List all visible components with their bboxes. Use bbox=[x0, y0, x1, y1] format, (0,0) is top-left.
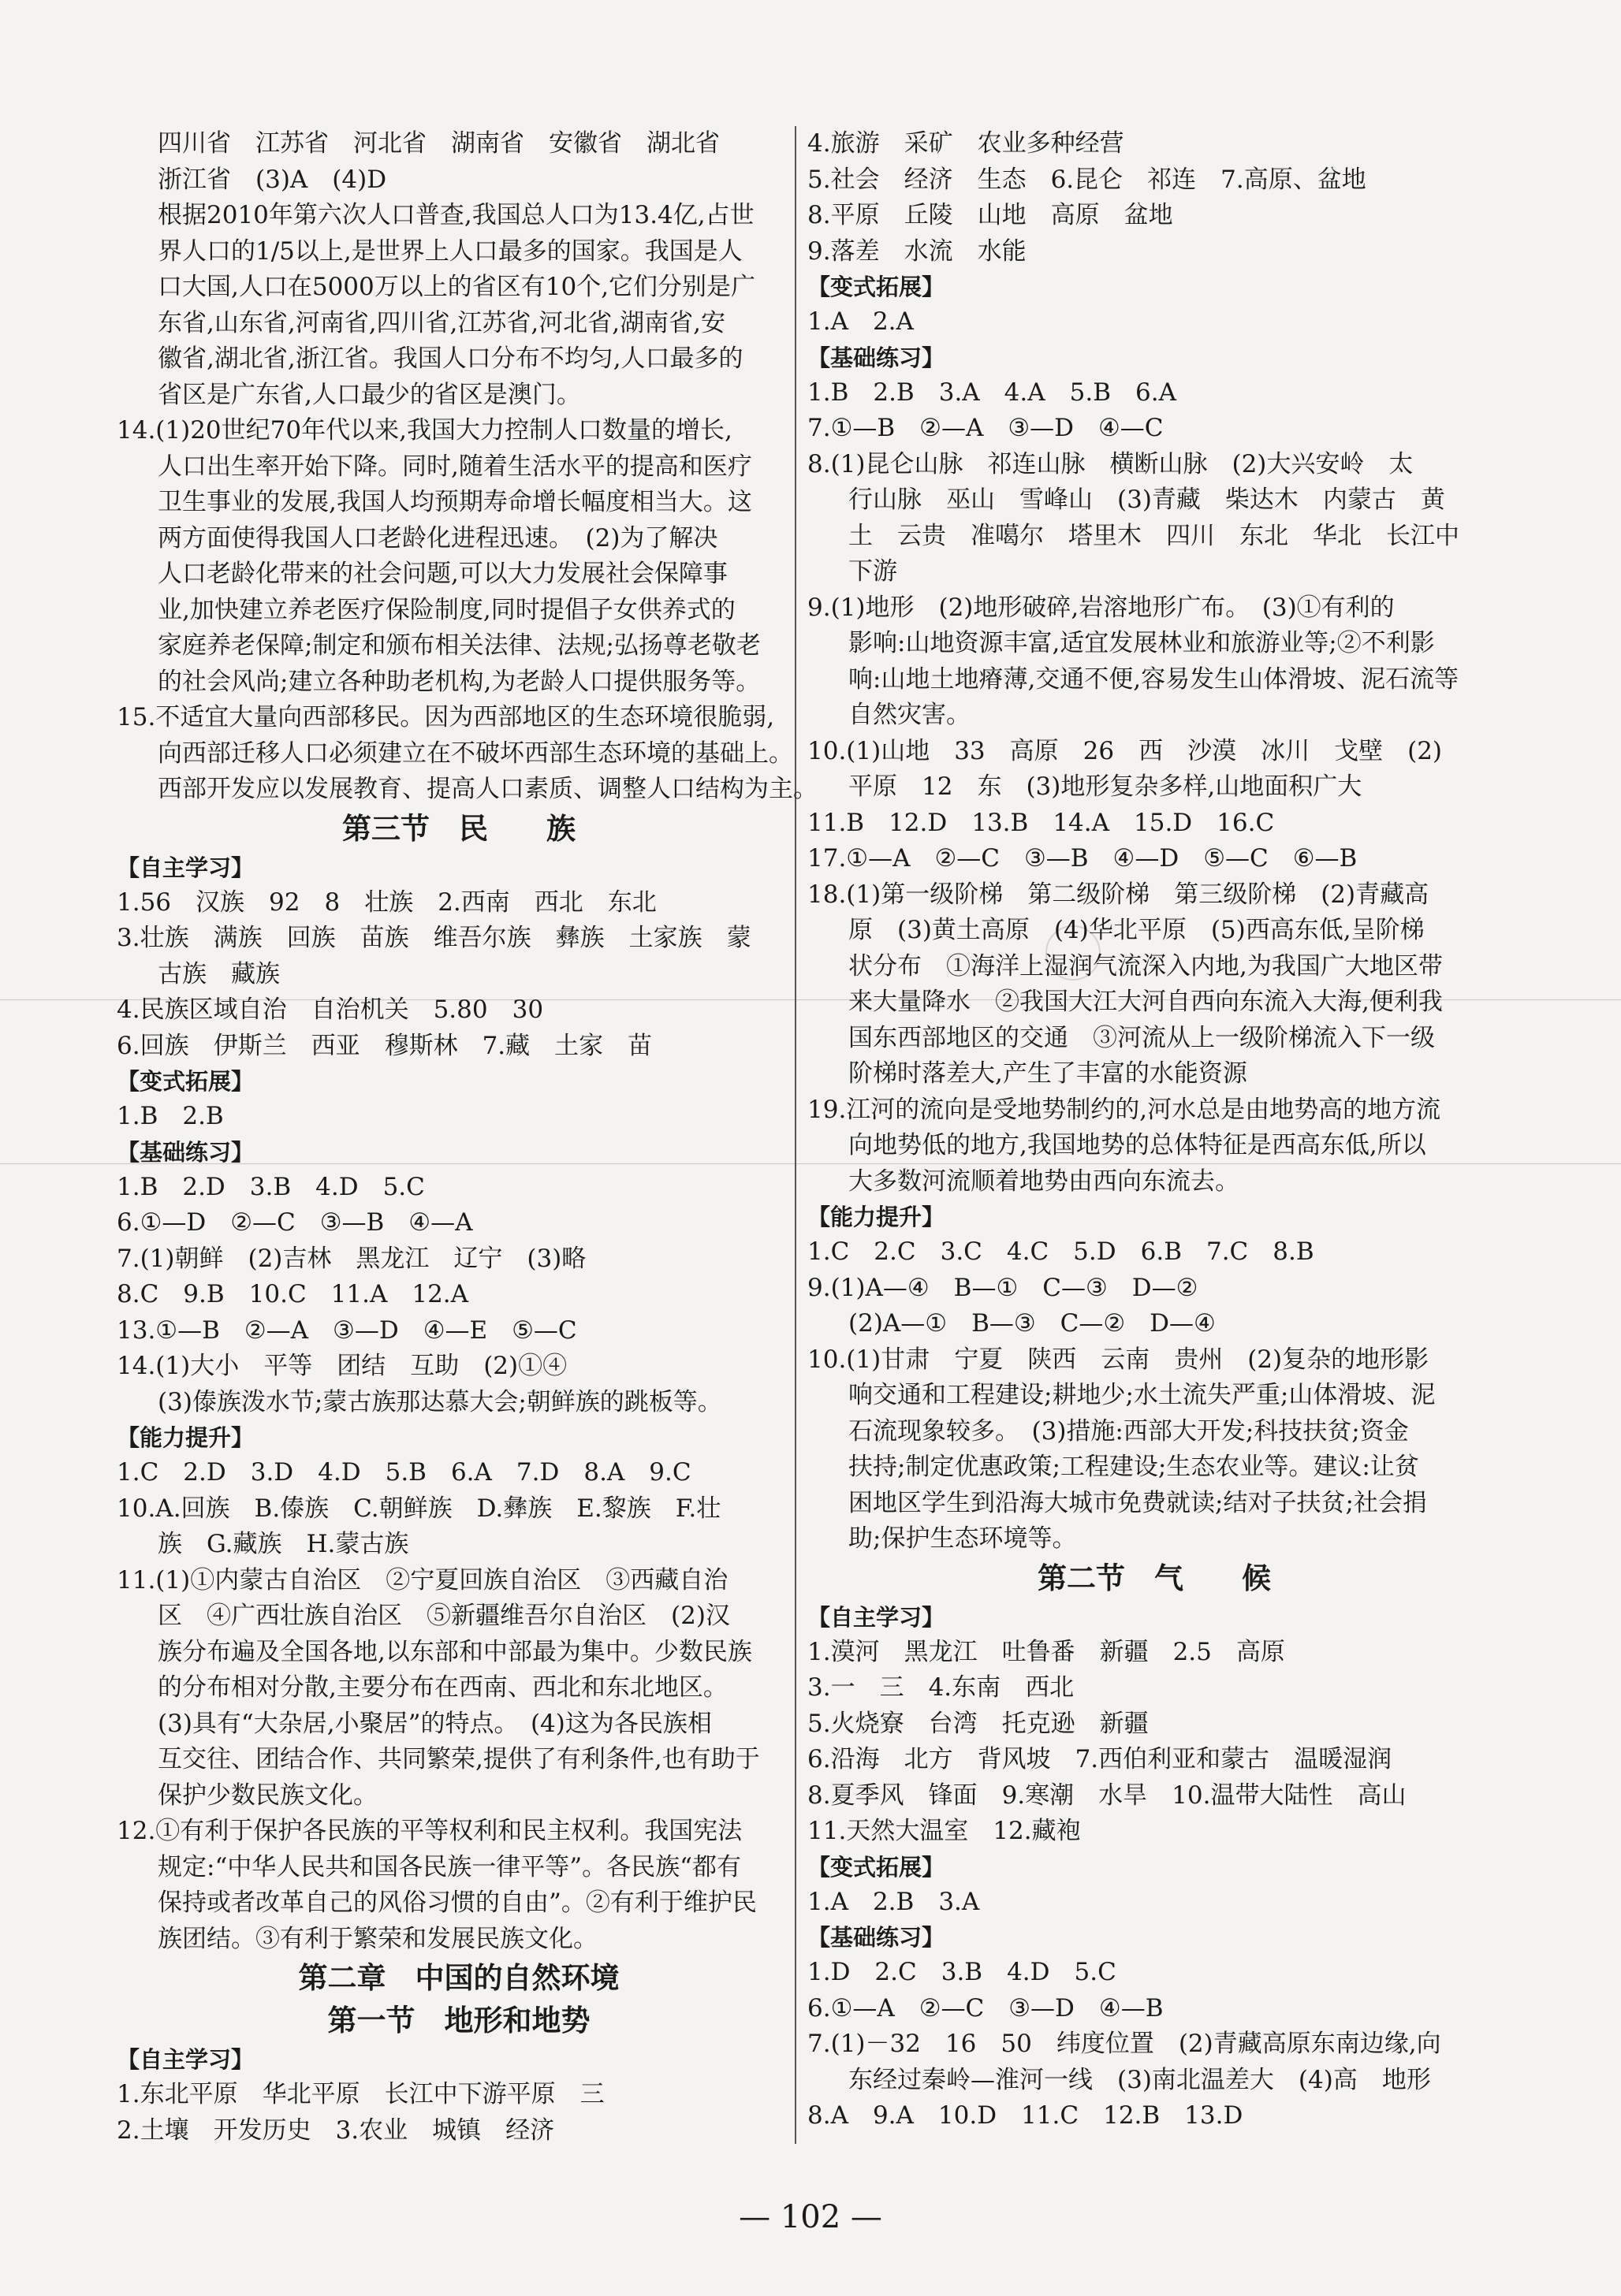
answer-line: 19.江河的流向是受地势制约的,河水总是由地势高的地方流 bbox=[807, 1095, 1441, 1124]
section-header: 【基础练习】 bbox=[807, 1924, 945, 1951]
answer-line: 卫生事业的发展,我国人均预期寿命增长幅度相当大。这 bbox=[158, 488, 752, 516]
answer-line: 3.壮族 满族 回族 苗族 维吾尔族 彝族 土家族 蒙 bbox=[117, 924, 751, 952]
answer-line: 浙江省 (3)A (4)D bbox=[158, 165, 387, 194]
answer-line: 省区是广东省,人口最少的省区是澳门。 bbox=[158, 380, 581, 409]
answer-line: 13.①—B ②—A ③—D ④—E ⑤—C bbox=[117, 1315, 577, 1345]
answer-line: 人口出生率开始下降。同时,随着生活水平的提高和医疗 bbox=[158, 452, 752, 481]
answer-line: 原 (3)黄土高原 (4)华北平原 (5)西高东低,呈阶梯 bbox=[848, 916, 1425, 944]
section-header: 【能力提升】 bbox=[807, 1204, 945, 1230]
answer-line: 14.(1)20世纪70年代以来,我国大力控制人口数量的增长, bbox=[117, 416, 732, 445]
answer-line: 土 云贵 准噶尔 塔里木 四川 东北 华北 长江中 bbox=[848, 521, 1459, 550]
answer-line: 1.B 2.B 3.A 4.A 5.B 6.A bbox=[807, 378, 1176, 407]
answer-line: (2)A—① B—③ C—② D—④ bbox=[848, 1309, 1216, 1338]
answer-line: 10.(1)山地 33 高原 26 西 沙漠 冰川 戈壁 (2) bbox=[807, 736, 1443, 765]
answer-line: 6.①—A ②—C ③—D ④—B bbox=[807, 1993, 1164, 2022]
answer-line: 族 G.藏族 H.蒙古族 bbox=[158, 1530, 409, 1558]
answer-line: 6.回族 伊斯兰 西亚 穆斯林 7.藏 土家 苗 bbox=[117, 1031, 653, 1060]
answer-line: 影响:山地资源丰富,适宜发展林业和旅游业等;②不利影 bbox=[848, 629, 1435, 657]
answer-line: 族团结。③有利于繁荣和发展民族文化。 bbox=[158, 1924, 598, 1953]
answer-line: 族分布遍及全国各地,以东部和中部最为集中。少数民族 bbox=[158, 1637, 752, 1666]
answer-line: 1.A 2.B 3.A bbox=[807, 1887, 980, 1916]
answer-line: 状分布 ①海洋上湿润气流深入内地,为我国广大地区带 bbox=[848, 951, 1443, 981]
answer-line: 8.(1)昆仑山脉 祁连山脉 横断山脉 (2)大兴安岭 太 bbox=[807, 449, 1414, 478]
answer-line: 东经过秦岭—淮河一线 (3)南北温差大 (4)高 地形 bbox=[848, 2065, 1431, 2094]
answer-line: 8.平原 丘陵 山地 高原 盆地 bbox=[807, 201, 1173, 229]
answer-line: 互交往、团结合作、共同繁荣,提供了有利条件,也有助于 bbox=[158, 1745, 760, 1773]
answer-line: 4.民族区域自治 自治机关 5.80 30 bbox=[117, 995, 544, 1024]
answer-line: 6.沿海 北方 背风坡 7.西伯利亚和蒙古 温暖湿润 bbox=[807, 1745, 1392, 1773]
answer-line: 口大国,人口在5000万以上的省区有10个,它们分别是广 bbox=[158, 273, 756, 301]
answer-line: (3)傣族泼水节;蒙古族那达慕大会;朝鲜族的跳板等。 bbox=[158, 1387, 722, 1416]
answer-line: 1.B 2.D 3.B 4.D 5.C bbox=[117, 1172, 425, 1201]
answer-line: 1.C 2.D 3.D 4.D 5.B 6.A 7.D 8.A 9.C bbox=[117, 1458, 691, 1487]
answer-line: 1.东北平原 华北平原 长江中下游平原 三 bbox=[117, 2080, 605, 2108]
answer-line: 5.火烧寮 台湾 托克逊 新疆 bbox=[807, 1709, 1149, 1738]
answer-line: 11.B 12.D 13.B 14.A 15.D 16.C bbox=[807, 808, 1275, 837]
answer-line: 14.(1)大小 平等 团结 互助 (2)①④ bbox=[117, 1352, 568, 1380]
answer-line: 11.(1)①内蒙古自治区 ②宁夏回族自治区 ③西藏自治 bbox=[117, 1565, 729, 1595]
answer-line: 响:山地土地瘠薄,交通不便,容易发生山体滑坡、泥石流等 bbox=[848, 664, 1459, 694]
section-header: 【自主学习】 bbox=[807, 1603, 945, 1631]
answer-line: 1.C 2.C 3.C 4.C 5.D 6.B 7.C 8.B bbox=[807, 1237, 1314, 1266]
answer-line: 业,加快建立养老医疗保险制度,同时提倡子女供养式的 bbox=[158, 595, 736, 624]
section-header: 【变式拓展】 bbox=[117, 1068, 255, 1095]
answer-line: 平原 12 东 (3)地形复杂多样,山地面积广大 bbox=[848, 772, 1362, 801]
answer-line: 响交通和工程建设;耕地少;水土流失严重;山体滑坡、泥 bbox=[848, 1381, 1436, 1409]
answer-line: 1.D 2.C 3.B 4.D 5.C bbox=[807, 1958, 1116, 1986]
section-title: 第二节 气 候 bbox=[1038, 1561, 1271, 1595]
answer-line: 国东西部地区的交通 ③河流从上一级阶梯流入下一级 bbox=[848, 1023, 1435, 1052]
section-header: 【自主学习】 bbox=[117, 2046, 255, 2073]
answer-line: 17.①—A ②—C ③—B ④—D ⑤—C ⑥—B bbox=[807, 844, 1358, 873]
answer-line: 阶梯时落差大,产生了丰富的水能资源 bbox=[848, 1059, 1247, 1088]
answer-line: 规定:“中华人民共和国各民族一律平等”。各民族“都有 bbox=[158, 1852, 741, 1881]
answer-line: (3)具有“大杂居,小聚居”的特点。 (4)这为各民族相 bbox=[158, 1709, 712, 1738]
answer-line: 9.(1)A—④ B—① C—③ D—② bbox=[807, 1273, 1198, 1302]
section-header: 【基础练习】 bbox=[117, 1138, 255, 1166]
section-title: 第二章 中国的自然环境 bbox=[298, 1961, 620, 1995]
answer-line: 1.A 2.A bbox=[807, 307, 914, 336]
answer-line: 石流现象较多。 (3)措施:西部大开发;科技扶贫;资金 bbox=[848, 1416, 1409, 1446]
answer-line: 东省,山东省,河南省,四川省,江苏省,河北省,湖南省,安 bbox=[158, 308, 725, 337]
answer-line: 5.社会 经济 生态 6.昆仑 祁连 7.高原、盆地 bbox=[807, 165, 1366, 194]
answer-line: 四川省 江苏省 河北省 湖南省 安徽省 湖北省 bbox=[158, 129, 720, 158]
section-header: 【基础练习】 bbox=[807, 344, 945, 371]
answer-line: 7.①—B ②—A ③—D ④—C bbox=[807, 414, 1164, 442]
answer-line: 自然灾害。 bbox=[848, 701, 971, 729]
section-title: 第三节 民 族 bbox=[342, 811, 576, 846]
answer-line: 的社会风尚;建立各种助老机构,为老龄人口提供服务等。 bbox=[158, 667, 761, 696]
section-header: 【能力提升】 bbox=[117, 1424, 255, 1451]
answer-line: 的分布相对分散,主要分布在西南、西北和东北地区。 bbox=[158, 1673, 728, 1702]
answer-line: 根据2010年第六次人口普查,我国总人口为13.4亿,占世 bbox=[158, 201, 755, 229]
answer-line: 来大量降水 ②我国大江大河自西向东流入大海,便利我 bbox=[848, 988, 1443, 1016]
answer-line: 4.旅游 采矿 农业多种经营 bbox=[807, 129, 1124, 158]
answer-line: 9.(1)地形 (2)地形破碎,岩溶地形广布。 (3)①有利的 bbox=[807, 593, 1395, 622]
answer-line: 10.A.回族 B.傣族 C.朝鲜族 D.彝族 E.黎族 F.壮 bbox=[117, 1494, 721, 1523]
right-column bbox=[807, 126, 1501, 2134]
answer-line: 大多数河流顺着地势由西向东流去。 bbox=[848, 1167, 1239, 1196]
answer-line: 11.天然大温室 12.藏袍 bbox=[807, 1817, 1081, 1845]
answer-line: 徽省,湖北省,浙江省。我国人口分布不均匀,人口最多的 bbox=[158, 344, 743, 373]
answer-line: 西部开发应以发展教育、提高人口素质、调整人口结构为主。 bbox=[158, 775, 818, 803]
answer-line: 界人口的1/5以上,是世界上人口最多的国家。我国是人 bbox=[158, 236, 743, 266]
answer-line: 3.一 三 4.东南 西北 bbox=[807, 1673, 1075, 1702]
answer-line: 8.A 9.A 10.D 11.C 12.B 13.D bbox=[807, 2101, 1243, 2130]
answer-line: 7.(1)－32 16 50 纬度位置 (2)青藏高原东南边缘,向 bbox=[807, 2030, 1441, 2058]
page-number: — 102 — bbox=[739, 2199, 882, 2235]
answer-line: 8.C 9.B 10.C 11.A 12.A bbox=[117, 1280, 469, 1308]
answer-line: 行山脉 巫山 雪峰山 (3)青藏 柴达木 内蒙古 黄 bbox=[848, 486, 1445, 514]
answer-line: 困地区学生到沿海大城市免费就读;结对子扶贫;社会捐 bbox=[848, 1488, 1427, 1517]
answer-line: 8.夏季风 锋面 9.寒潮 水旱 10.温带大陆性 高山 bbox=[807, 1781, 1407, 1810]
answer-line: 区 ④广西壮族自治区 ⑤新疆维吾尔自治区 (2)汉 bbox=[158, 1602, 730, 1630]
answer-line: 15.不适宜大量向西部移民。因为西部地区的生态环境很脆弱, bbox=[117, 703, 775, 731]
answer-line: 向西部迁移人口必须建立在不破坏西部生态环境的基础上。 bbox=[158, 739, 793, 768]
answer-line: 7.(1)朝鲜 (2)吉林 黑龙江 辽宁 (3)略 bbox=[117, 1244, 587, 1273]
answer-line: 向地势低的地方,我国地势的总体特征是西高东低,所以 bbox=[848, 1131, 1426, 1159]
answer-line: 人口老龄化带来的社会问题,可以大力发展社会保障事 bbox=[158, 560, 728, 588]
answer-line: 两方面使得我国人口老龄化进程迅速。 (2)为了解决 bbox=[158, 523, 718, 553]
section-header: 【变式拓展】 bbox=[807, 274, 945, 300]
answer-line: 1.B 2.B bbox=[117, 1102, 224, 1130]
section-title: 第一节 地形和地势 bbox=[327, 2004, 591, 2037]
answer-line: 助;保护生态环境等。 bbox=[848, 1524, 1077, 1553]
answer-line: 家庭养老保障;制定和颁布相关法律、法规;弘扬尊老敬老 bbox=[158, 631, 761, 660]
section-header: 【变式拓展】 bbox=[807, 1853, 945, 1881]
answer-line: 保持或者改革自己的风俗习惯的自由”。②有利于维护民 bbox=[158, 1889, 757, 1917]
answer-line: 2.土壤 开发历史 3.农业 城镇 经济 bbox=[117, 2116, 555, 2145]
answer-line: 9.落差 水流 水能 bbox=[807, 236, 1027, 266]
answer-line: 1.漠河 黑龙江 吐鲁番 新疆 2.5 高原 bbox=[807, 1637, 1285, 1666]
answer-line: 下游 bbox=[848, 557, 897, 586]
answer-line: 扶持;制定优惠政策;工程建设;生态农业等。建议:让贫 bbox=[848, 1453, 1419, 1481]
answer-line: 10.(1)甘肃 宁夏 陕西 云南 贵州 (2)复杂的地形影 bbox=[807, 1345, 1429, 1374]
answer-line: 保护少数民族文化。 bbox=[158, 1781, 378, 1810]
answer-line: 12.①有利于保护各民族的平等权利和民主权利。我国宪法 bbox=[117, 1817, 743, 1845]
left-column bbox=[117, 126, 818, 2149]
answer-line: 古族 藏族 bbox=[158, 959, 280, 988]
answer-line: 6.①—D ②—C ③—B ④—A bbox=[117, 1208, 473, 1237]
answer-line: 18.(1)第一级阶梯 第二级阶梯 第三级阶梯 (2)青藏高 bbox=[807, 880, 1429, 909]
section-header: 【自主学习】 bbox=[117, 854, 255, 881]
answer-line: 1.56 汉族 92 8 壮族 2.西南 西北 东北 bbox=[117, 888, 657, 917]
